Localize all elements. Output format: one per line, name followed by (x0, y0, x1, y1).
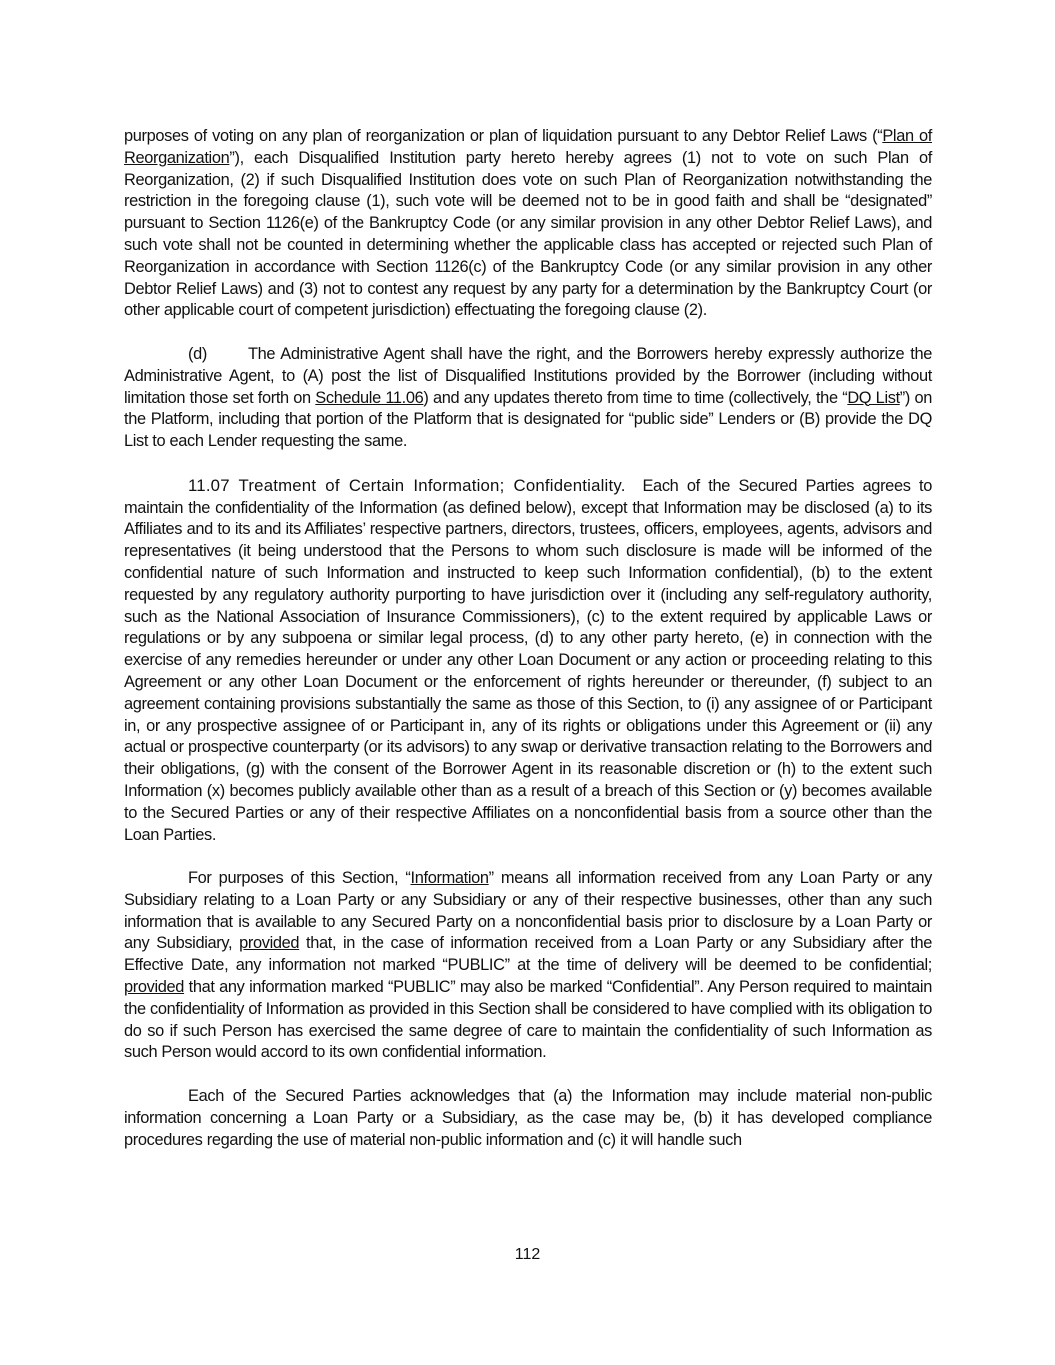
section-heading: 11.07 Treatment of Certain Information; Confidentiality. (188, 475, 626, 495)
text-segment: that any information marked “PUBLIC” may also be marked “Confidential”. Any Person required to maintain the confidentiality of Information as provided in this Section shall be considered to have complied with its obligation to do so if such Person has exercised the same degree of care to maintain the confidentiality of such Information as such Person would accord to its own confidential information. (124, 978, 932, 1062)
paragraph-acknowledgement (124, 1086, 932, 1151)
provided-term: provided (124, 978, 185, 997)
text-segment: ”) on the Platform, including that portion of the Platform that is designated for “public side” Lenders or (B) provide the DQ List to each Lender requesting the same. (124, 388, 933, 451)
section-11-07 (124, 475, 932, 847)
text-segment: that, in the case of information received from a Loan Party or any Subsidiary after the Effective Date, any information not marked “PUBLIC” at the time of delivery will be deemed to be confidential; (124, 934, 932, 975)
document-page (124, 126, 932, 1173)
paragraph-d-dq-list (124, 344, 932, 453)
text-segment: purposes of voting on any plan of reorganization or plan of liquidation pursuant to any Debtor Relief Laws (“ (124, 127, 883, 145)
schedule-reference: Schedule 11.06 (315, 388, 424, 407)
defined-term-information: Information (410, 869, 489, 888)
text-segment: Each of the Secured Parties agrees to maintain the confidentiality of the Information (as defined below), except that Information may be disclosed (a) to its Affiliates and to its and its Affiliates’ respective partners, directors, trustees, officers, employees, agents, advisors and representatives (it being understood that the Persons to whom such disclosure is made will be informed of the confidential nature of such Information and instructed to keep such Information confidential), (b) to the extent requested by any regulatory authority purporting to have jurisdiction over it (including any self-regulatory authority, such as the National Association of Insurance Commissioners), (c) to the extent required by applicable Laws or regulations or by any subpoena or similar legal process, (d) to any other party hereto, (e) in connection with the exercise of any remedies hereunder or under any other Loan Document or any action or proceeding relating to this Agreement or any other Loan Document or the enforcement of rights hereunder or thereunder, (f) subject to an agreement containing provisions substantially the same as those of this Section, to (i) any assignee of or Participant in, or any prospective assignee of or Participant in, any of its rights or obligations under this Agreement or (ii) any actual or prospective counterparty (or its advisors) to any swap or derivative transaction relating to the Borrowers and their obligations, (g) with the consent of the Borrower Agent in its reasonable discretion or (h) to the extent such Information (x) becomes publicly available other than as a result of a breach of this Section or (y) becomes available to the Secured Parties or any of their respective Affiliates on a nonconfidential basis from a source other than the Loan Parties. (124, 476, 932, 844)
text-segment: Each of the Secured Parties acknowledges that (a) the Information may include material non-public information concerning a Loan Party or a Subsidiary, as the case may be, (b) it has developed compliance procedures regarding the use of material non-public information and (c) it will handle such (124, 1087, 932, 1149)
provided-term: provided (239, 934, 300, 953)
text-segment: For purposes of this Section, “ (188, 869, 411, 888)
text-segment: ) and any updates thereto from time to time (collectively, the “ (423, 388, 848, 407)
text-segment: ”), each Disqualified Institution party hereto hereby agrees (1) not to vote on such Plan of Reorganization, (2) if such Disqualified Institution does vote on such Plan of Reorganization notwithstanding the restriction in the foregoing clause (1), such vote will be deemed not to be in good faith and shall be “designated” pursuant to Section 1126(e) of the Bankruptcy Code (or any similar provision in any other Debtor Relief Laws), and such vote shall not be counted in determining whether the applicable class has accepted or rejected such Plan of Reorganization in accordance with Section 1126(c) of the Bankruptcy Code (or any similar provision in any other Debtor Relief Laws) and (3) not to contest any request by any party for a determination by the Bankruptcy Court (or other applicable court of competent jurisdiction) effectuating the foregoing clause (2). (124, 148, 932, 320)
defined-term-plan-of-reorganization: Plan of Reorganization (124, 127, 932, 167)
paragraph-information-definition (124, 868, 932, 1064)
page-number: 112 (514, 1246, 541, 1263)
text-segment: The Administrative Agent shall have the right, and the Borrowers hereby expressly authorize the Administrative Agent, to (A) post the list of Disqualified Institutions provided by the Borrower (including without limitation those set forth on (124, 344, 932, 407)
clause-label: (d) (188, 344, 207, 363)
paragraph-plan-of-reorganization (124, 126, 932, 322)
text-segment: ” means all information received from any Loan Party or any Subsidiary relating to a Loan Party or any Subsidiary or any of their respective businesses, other than any such information that is available to any Secured Party on a nonconfidential basis prior to disclosure by a Loan Party or any Subsidiary, (124, 869, 933, 953)
defined-term-dq-list: DQ List (847, 388, 900, 407)
